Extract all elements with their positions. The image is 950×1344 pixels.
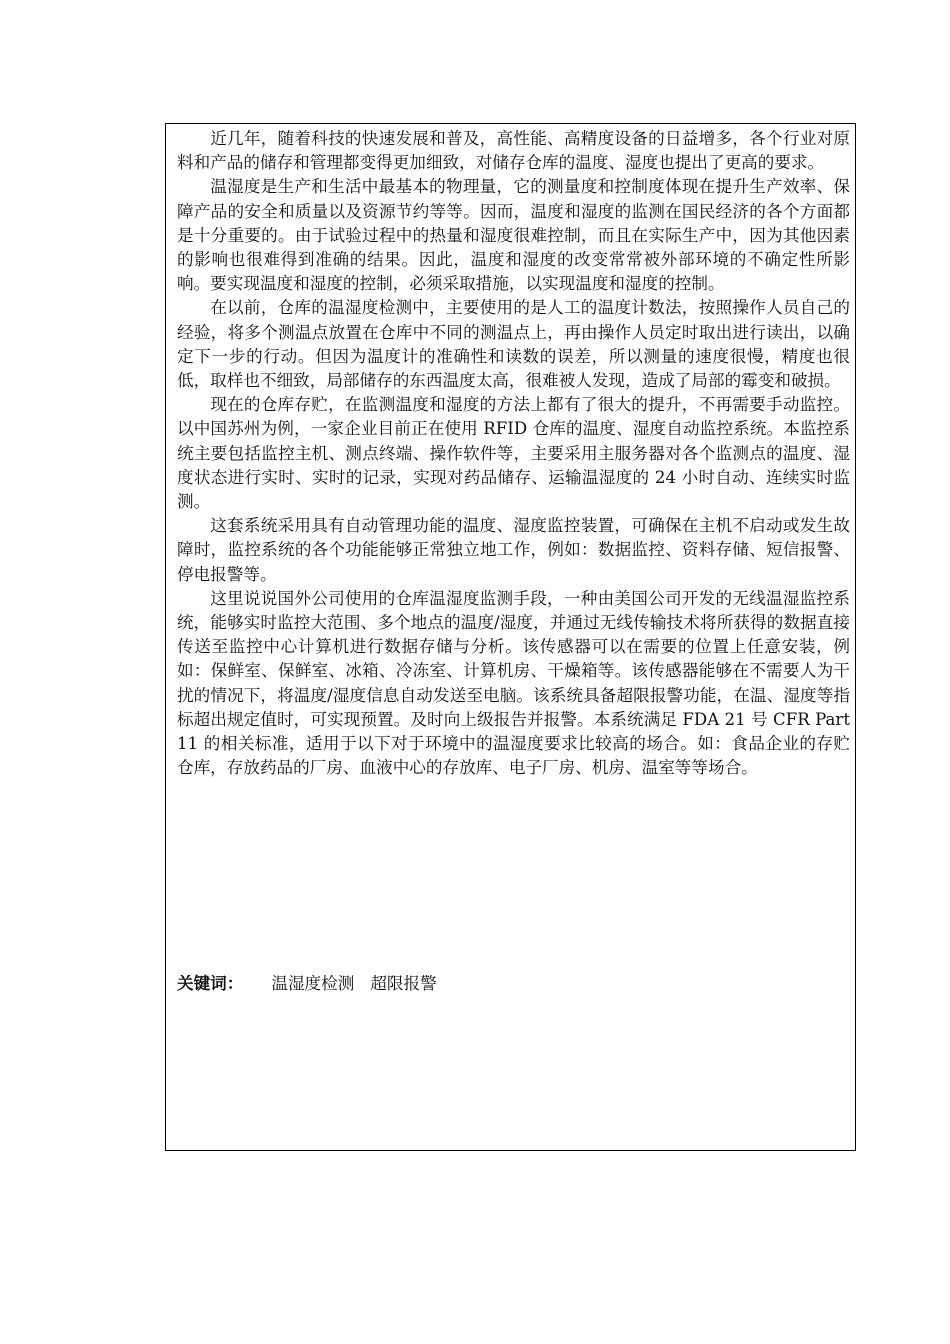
keywords-line	[177, 972, 437, 996]
paragraph-3: 在以前，仓库的温湿度检测中，主要使用的是人工的温度计数法，按照操作人员自己的经验，将多个测温点放置在仓库中不同的测温点上，再由操作人员定时取出进行读出，以确定下一步的行动。但因为温度计的准确性和读数的误差，所以测量的速度很慢，精度也很低，取样也不细致，局部储存的东西温度太高，很难被人发现，造成了局部的霉变和破损。	[177, 298, 850, 391]
abstract-body	[177, 127, 850, 780]
keyword-1: 温湿度检测	[271, 974, 355, 993]
paragraph-5: 这套系统采用具有自动管理功能的温度、湿度监控装置，可确保在主机不启动或发生故障时，监控系统的各个功能能够正常独立地工作，例如：数据监控、资料存储、短信报警、停电报警等。	[177, 516, 850, 584]
abstract-box	[165, 123, 856, 1151]
paragraph-4: 现在的仓库存贮，在监测温度和湿度的方法上都有了很大的提升，不再需要手动监控。以中国苏州为例，一家企业目前正在使用 RFID 仓库的温度、湿度自动监控系统。本监控系统主要包括监控主机、测点终端、操作软件等，主要采用主服务器对各个监测点的温度、湿度状态进行实时、实时的记录，实现对药品储存、运输温湿度的 24 小时自动、连续实时监测。	[177, 395, 850, 512]
keywords-label: 关键词：	[177, 974, 244, 993]
paragraph-2: 温湿度是生产和生活中最基本的物理量，它的测量度和控制度体现在提升生产效率、保障产品的安全和质量以及资源节约等等。因而，温度和湿度的监测在国民经济的各个方面都是十分重要的。由于试验过程中的热量和湿度很难控制，而且在实际生产中，因为其他因素的影响也很难得到准确的结果。因此，温度和湿度的改变常常被外部环境的不确定性所影响。要实现温度和湿度的控制，必须采取措施，以实现温度和湿度的控制。	[177, 177, 850, 294]
keyword-2: 超限报警	[370, 974, 437, 993]
paragraph-6: 这里说说国外公司使用的仓库温湿度监测手段，一种由美国公司开发的无线温湿监控系统，能够实时监控大范围、多个地点的温度/湿度，并通过无线传输技术将所获得的数据直接传送至监控中心计算机进行数据存储与分析。该传感器可以在需要的位置上任意安装，例如：保鲜室、保鲜室、冰箱、冷冻室、计算机房、干燥箱等。该传感器能够在不需要人为干扰的情况下，将温度/湿度信息自动发送至电脑。该系统具备超限报警功能，在温、湿度等指标超出规定值时，可实现预置。及时向上级报告并报警。本系统满足 FDA 21 号 CFR Part 11 的相关标准，适用于以下对于环境中的温湿度要求比较高的场合。如：食品企业的存贮仓库，存放药品的厂房、血液中心的存放库、电子厂房、机房、温室等等场合。	[177, 588, 850, 778]
paragraph-1: 近几年，随着科技的快速发展和普及，高性能、高精度设备的日益增多，各个行业对原料和产品的储存和管理都变得更加细致，对储存仓库的温度、湿度也提出了更高的要求。	[177, 129, 850, 173]
